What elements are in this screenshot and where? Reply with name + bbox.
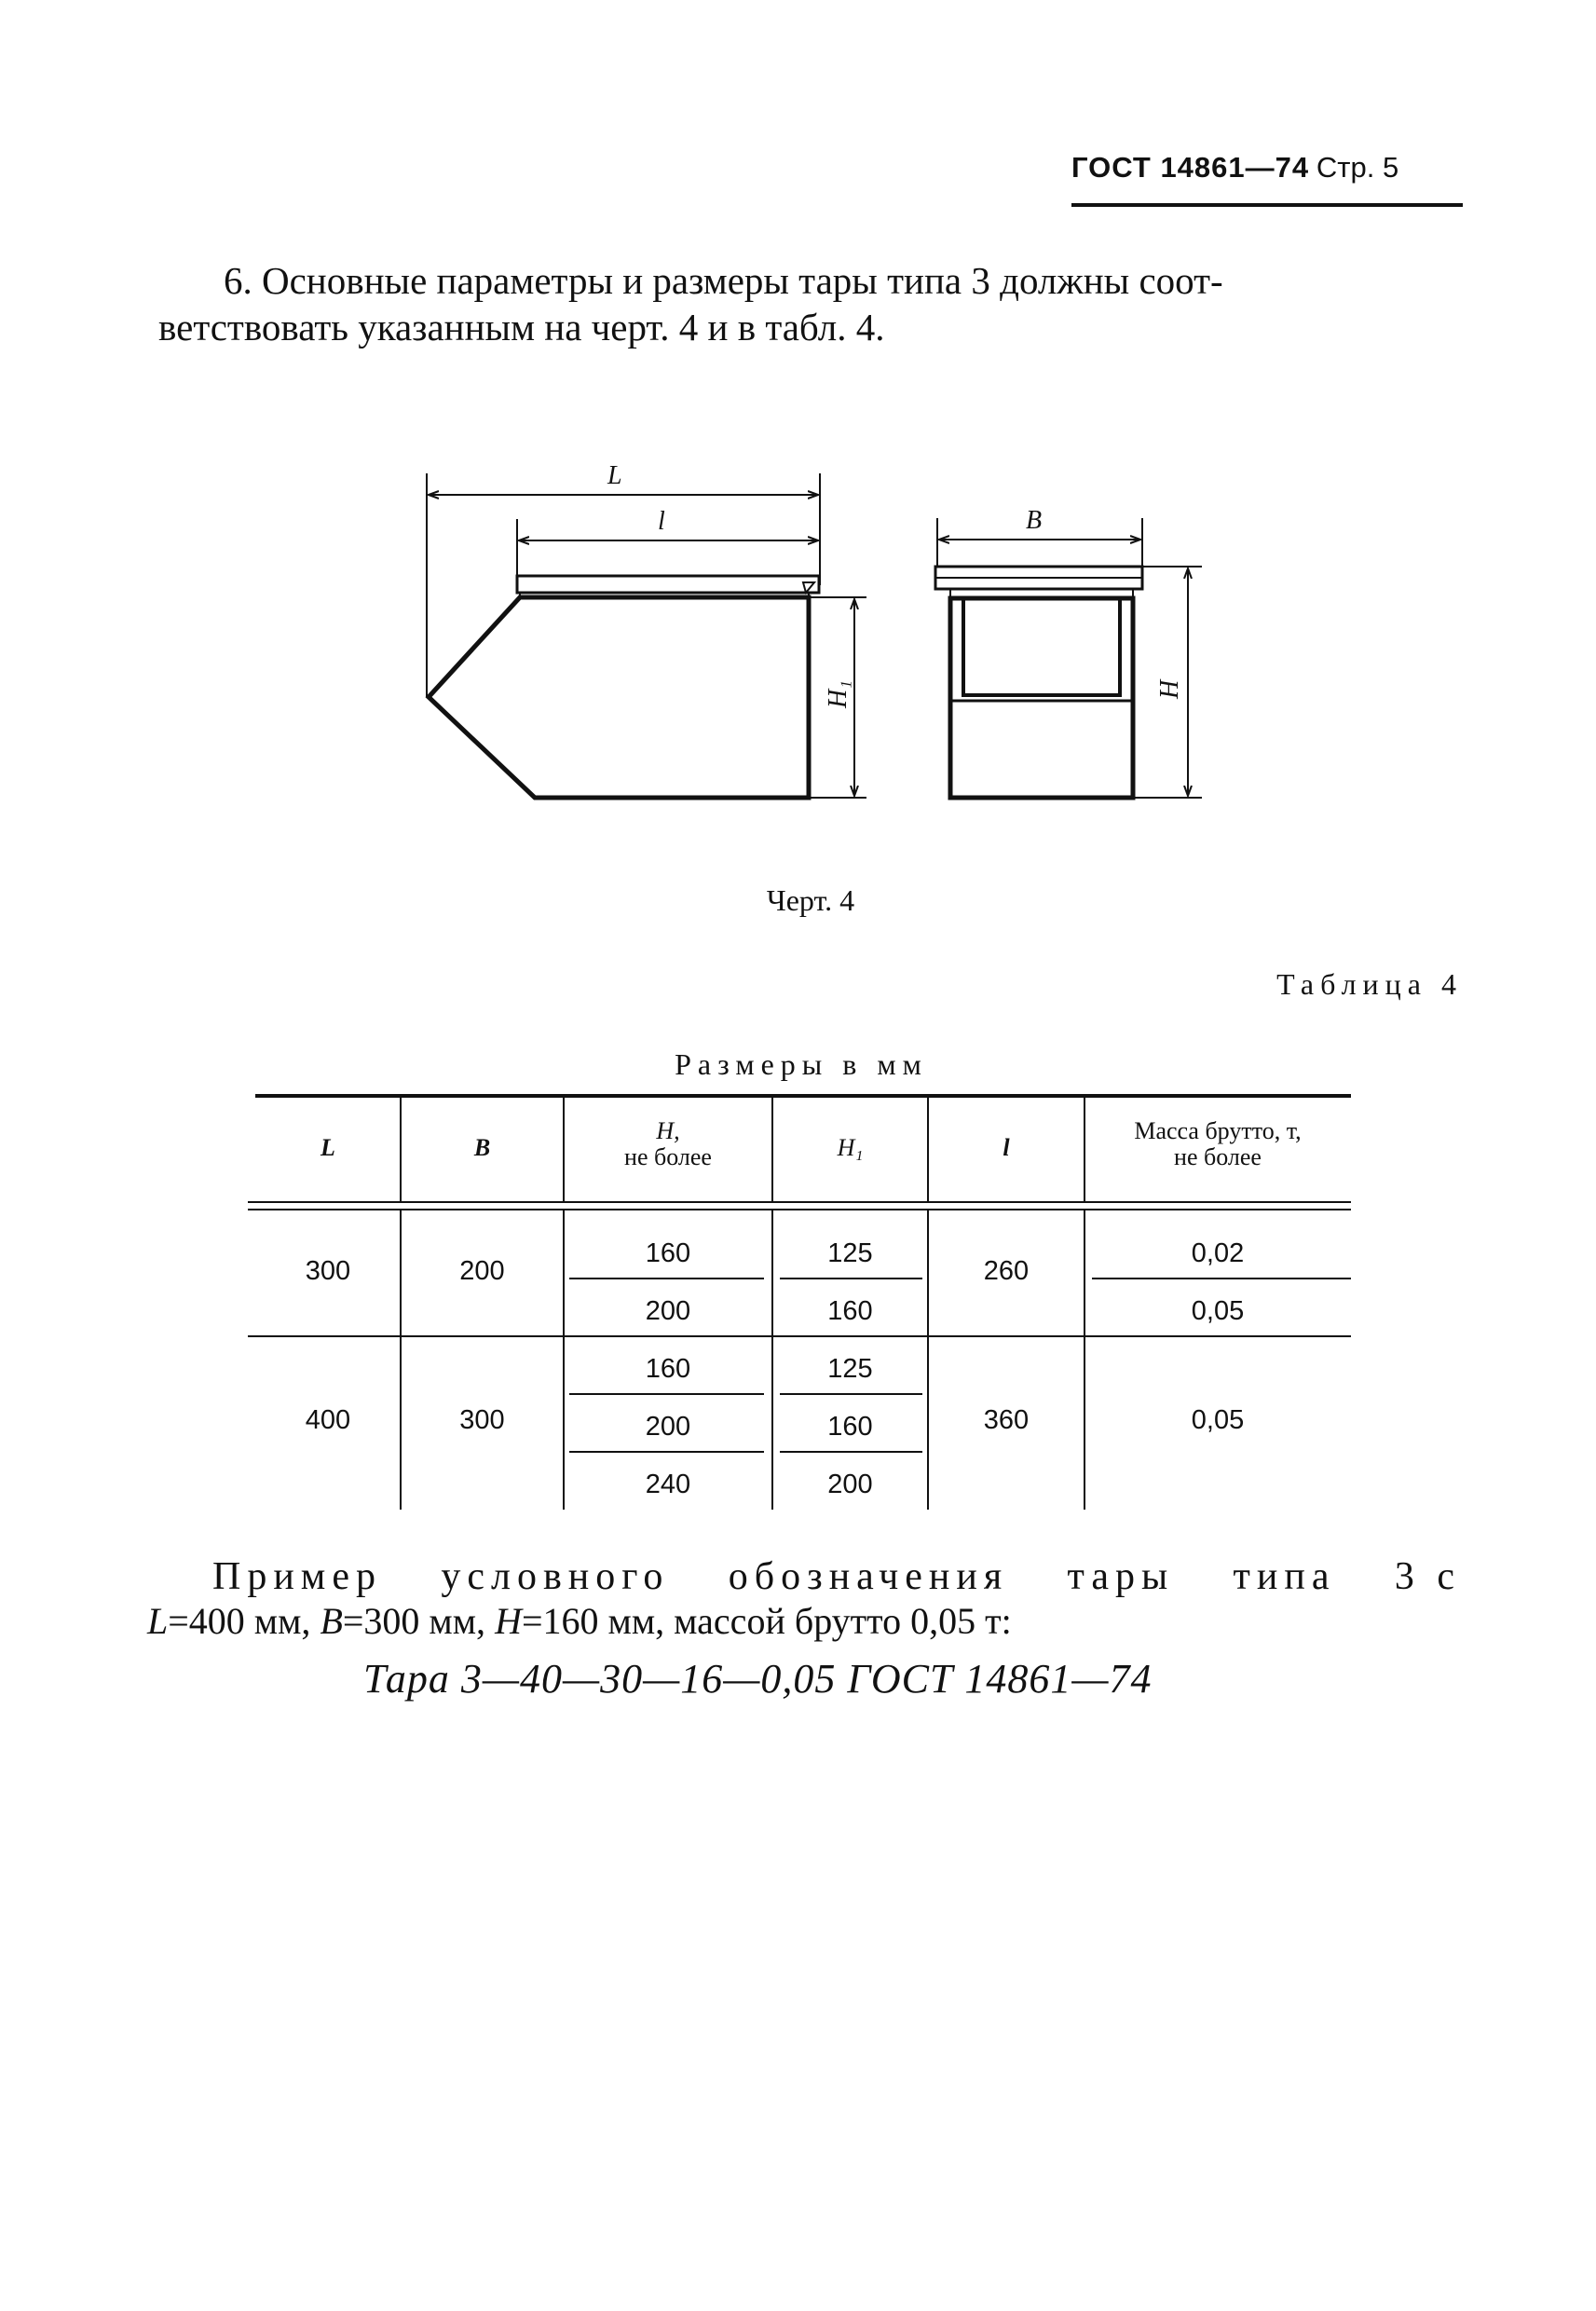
standard-code: ГОСТ 14861—74 — [1071, 151, 1310, 184]
example-parameters: L=400 мм, B=300 мм, H=160 мм, массой брутто 0,05 т: — [147, 1600, 1012, 1642]
dim-H-label: H — [1155, 679, 1184, 699]
table-cell-H: 240 — [645, 1470, 691, 1499]
table-cell-mass: 0,05 — [1191, 1296, 1245, 1326]
example-word: типа — [1233, 1555, 1336, 1598]
dim-l-label: l — [658, 507, 665, 536]
table-cell-H: 160 — [645, 1354, 691, 1384]
example-designation: Тара 3—40—30—16—0,05 ГОСТ 14861—74 — [363, 1656, 1153, 1702]
table-units: Размеры в мм — [675, 1047, 928, 1081]
table-cell-H1: 125 — [827, 1354, 873, 1384]
table-cell-H: 200 — [645, 1412, 691, 1442]
example-word: тары — [1067, 1555, 1175, 1598]
table-cell-H1: 125 — [827, 1238, 873, 1268]
page-number: Стр. 5 — [1316, 151, 1399, 184]
table-cell-H: 200 — [645, 1296, 691, 1326]
table-cell-H1: 200 — [827, 1470, 873, 1499]
table-cell-H: 160 — [645, 1238, 691, 1268]
example-heading — [212, 1554, 1461, 1599]
clause-line-2: ветствовать указанным на черт. 4 и в табл. 4. — [158, 306, 885, 349]
table-cell-mass: 0,05 — [1191, 1405, 1245, 1435]
clause-line-1: 6. Основные параметры и размеры тары типа 3 должны соот- — [224, 259, 1223, 302]
table-cell-B: 300 — [459, 1405, 505, 1435]
table-cell-mass: 0,02 — [1191, 1238, 1245, 1268]
drawing-caption: Черт. 4 — [766, 883, 855, 917]
header-l: l — [1003, 1134, 1010, 1161]
table-number: Таблица 4 — [1276, 967, 1463, 1001]
example-word: Пример — [212, 1555, 383, 1598]
table-cell-H1: 160 — [827, 1412, 873, 1442]
table-cell-L: 400 — [305, 1405, 351, 1435]
header-mass: Масса брутто, т, не более — [1134, 1117, 1302, 1170]
header-B: B — [473, 1134, 491, 1161]
header-L: L — [321, 1134, 335, 1161]
table-cell-H1: 160 — [827, 1296, 873, 1326]
table-cell-l: 360 — [983, 1405, 1030, 1435]
header-H: H, не более — [624, 1117, 712, 1170]
table-cell-B: 200 — [459, 1256, 505, 1286]
table-cell-L: 300 — [305, 1256, 351, 1286]
table-cell-l: 260 — [983, 1256, 1030, 1286]
dim-B-label: B — [1026, 506, 1043, 535]
header-H1: H₁ — [837, 1134, 864, 1161]
example-word: 3 с — [1394, 1555, 1461, 1598]
example-word: обозначения — [728, 1555, 1009, 1598]
example-word: условного — [441, 1555, 670, 1598]
dim-H1-label: H₁ — [824, 680, 853, 708]
dim-L-label: L — [607, 461, 622, 490]
